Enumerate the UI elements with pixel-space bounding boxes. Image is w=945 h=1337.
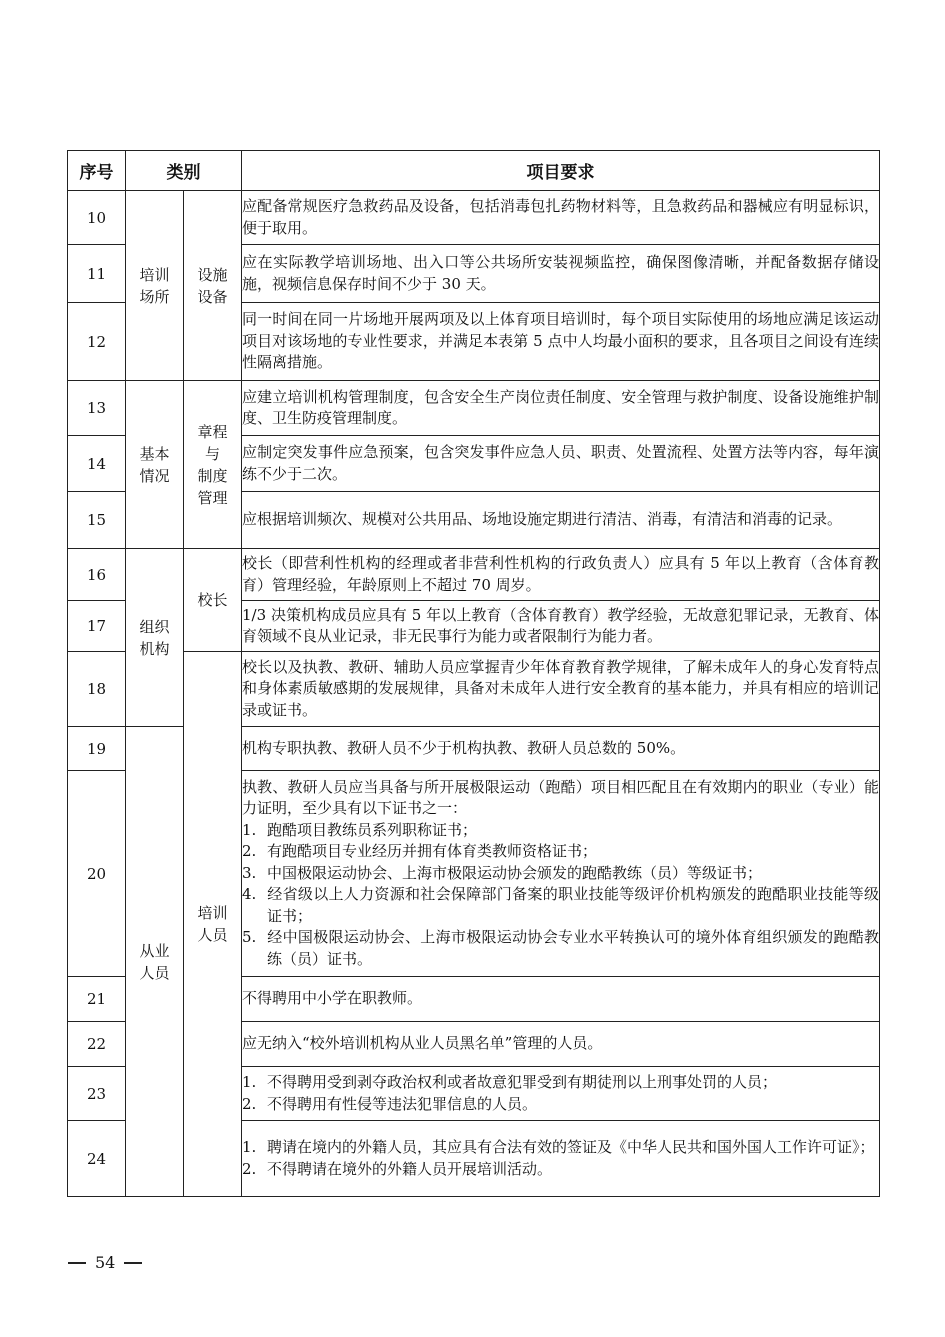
list-item-text: 聘请在境内的外籍人员，其应具有合法有效的签证及《中华人民共和国外国人工作许可证》； xyxy=(267,1138,875,1156)
list-item-number: 2. xyxy=(242,1094,257,1113)
row-number: 12 xyxy=(68,303,126,381)
row-number: 16 xyxy=(68,549,126,601)
subcategory-charter xyxy=(184,381,242,549)
requirement-text: 机构专职执教、教研人员不少于机构执教、教研人员总数的 50%。 xyxy=(242,727,880,771)
requirements-table xyxy=(67,150,880,1197)
list-item-text: 不得聘用有性侵等违法犯罪信息的人员。 xyxy=(267,1094,538,1113)
list-item xyxy=(242,841,879,863)
category-venue-line: 场所 xyxy=(139,287,170,306)
row-number: 13 xyxy=(68,381,126,436)
requirement-text: 应制定突发事件应急预案，包含突发事件应急人员、职责、处置流程、处置方法等内容，每年演练不少于二次。 xyxy=(242,436,880,492)
category-basic-line: 基本 xyxy=(139,444,170,463)
category-staff-line: 从业 xyxy=(139,941,170,960)
requirement-text: 应在实际教学培训场地、出入口等公共场所安装视频监控，确保图像清晰，并配备数据存储设施，视频信息保存时间不少于 30 天。 xyxy=(242,245,880,303)
list-item xyxy=(242,1159,879,1181)
row-number: 15 xyxy=(68,492,126,549)
list-item-number: 5. xyxy=(242,928,257,947)
subcategory-facilities-line: 设备 xyxy=(197,287,228,306)
requirement-text: 同一时间在同一片场地开展两项及以上体育项目培训时，每个项目实际使用的场地应满足该运动项目对该场地的专业性要求，并满足本表第 5 点中人均最小面积的要求，且各项目之间设有连续性隔离措施。 xyxy=(242,303,880,381)
table-row xyxy=(68,191,880,245)
row-number: 22 xyxy=(68,1022,126,1067)
requirement-text: 应根据培训频次、规模对公共用品、场地设施定期进行清洁、消毒，有清洁和消毒的记录。 xyxy=(242,492,880,549)
row-number: 21 xyxy=(68,977,126,1022)
row-number: 18 xyxy=(68,652,126,727)
requirement-text: 校长（即营利性机构的经理或者非营利性机构的行政负责人）应具有 5 年以上教育（含体育教育）管理经验，年龄原则上不超过 70 周岁。 xyxy=(242,549,880,601)
list-item-text: 有跑酷项目专业经历并拥有体育类教师资格证书； xyxy=(267,842,598,861)
requirement-cell xyxy=(242,1067,880,1121)
table-row xyxy=(68,549,880,601)
row-number: 23 xyxy=(68,1067,126,1121)
list-item xyxy=(242,1072,879,1094)
requirement-text: 应无纳入“校外培训机构从业人员黑名单”管理的人员。 xyxy=(242,1022,880,1067)
subcategory-facilities xyxy=(184,191,242,381)
list-item-text: 跑酷项目教练员系列职称证书； xyxy=(267,820,478,839)
header-requirement: 项目要求 xyxy=(242,151,880,191)
row-number: 11 xyxy=(68,245,126,303)
list-item-text: 不得聘请在境外的外籍人员开展培训活动。 xyxy=(267,1159,553,1178)
row-number: 19 xyxy=(68,727,126,771)
header-seq: 序号 xyxy=(68,151,126,191)
subcategory-trainers-line: 人员 xyxy=(197,926,228,944)
subcategory-charter-line: 管理 xyxy=(197,488,228,507)
subcategory-charter-line: 制度 xyxy=(197,466,228,485)
list-item-number: 2. xyxy=(242,1159,257,1178)
row-number: 24 xyxy=(68,1121,126,1197)
category-staff xyxy=(126,727,184,1197)
list-item-number: 3. xyxy=(242,863,257,882)
list-item-number: 1. xyxy=(242,820,257,839)
requirement-cell xyxy=(242,771,880,977)
page-footer xyxy=(68,1253,142,1272)
list-item xyxy=(242,927,879,970)
category-venue-line: 培训 xyxy=(139,265,170,284)
row-number: 17 xyxy=(68,601,126,652)
table-row xyxy=(68,652,880,727)
list-item xyxy=(242,863,879,885)
row-number: 10 xyxy=(68,191,126,245)
subcategory-charter-line: 与 xyxy=(204,444,220,463)
list-item-text: 不得聘用受到剥夺政治权利或者故意犯罪受到有期徒刑以上刑事处罚的人员； xyxy=(267,1073,778,1091)
table-row xyxy=(68,381,880,436)
subcategory-trainers xyxy=(184,652,242,1197)
subcategory-principal: 校长 xyxy=(184,549,242,652)
requirement-intro: 执教、教研人员应当具备与所开展极限运动（跑酷）项目相匹配且在有效期内的职业（专业）能力证明，至少具有以下证书之一： xyxy=(242,777,879,818)
footer-dash-right xyxy=(124,1262,142,1264)
page-number: 54 xyxy=(95,1253,116,1272)
table-header-row xyxy=(68,151,880,191)
footer-dash-left xyxy=(68,1262,86,1264)
category-venue xyxy=(126,191,184,381)
requirement-text: 1/3 决策机构成员应具有 5 年以上教育（含体育教育）教学经验，无故意犯罪记录，无教育、体育领域不良从业记录，非无民事行为能力或者限制行为能力者。 xyxy=(242,601,880,652)
subcategory-trainers-line: 培训 xyxy=(197,904,228,922)
list-item xyxy=(242,820,879,842)
list-item xyxy=(242,884,879,927)
requirement-text: 应建立培训机构管理制度，包含安全生产岗位责任制度、安全管理与救护制度、设备设施维护制度、卫生防疫管理制度。 xyxy=(242,381,880,436)
category-org-line: 机构 xyxy=(139,639,170,658)
category-org-line: 组织 xyxy=(139,617,170,636)
category-basic-line: 情况 xyxy=(139,466,170,485)
list-item-number: 4. xyxy=(242,885,257,904)
requirement-text: 应配备常规医疗急救药品及设备，包括消毒包扎药物材料等，且急救药品和器械应有明显标识，便于取用。 xyxy=(242,191,880,245)
header-category: 类别 xyxy=(126,151,242,191)
list-item-text: 中国极限运动协会、上海市极限运动协会颁发的跑酷教练（员）等级证书； xyxy=(267,863,763,882)
list-item-text: 经省级以上人力资源和社会保障部门备案的职业技能等级评价机构颁发的跑酷职业技能等级证书； xyxy=(267,885,879,925)
category-staff-line: 人员 xyxy=(139,963,170,982)
row-number: 14 xyxy=(68,436,126,492)
list-item xyxy=(242,1094,879,1116)
category-basic xyxy=(126,381,184,549)
list-item-text: 经中国极限运动协会、上海市极限运动协会专业水平转换认可的境外体育组织颁发的跑酷教练（员）证书。 xyxy=(267,928,879,968)
list-item-number: 2. xyxy=(242,842,257,861)
list-item-number: 1. xyxy=(242,1073,257,1091)
list-item-number: 1. xyxy=(242,1138,257,1156)
row-number: 20 xyxy=(68,771,126,977)
requirement-text: 不得聘用中小学在职教师。 xyxy=(242,977,880,1022)
requirement-text: 校长以及执教、教研、辅助人员应掌握青少年体育教育教学规律，了解未成年人的身心发育特点和身体素质敏感期的发展规律，具备对未成年人进行安全教育的基本能力，并具有相应的培训记录或证书。 xyxy=(242,652,880,727)
list-item xyxy=(242,1137,879,1159)
subcategory-charter-line: 章程 xyxy=(197,422,228,441)
requirement-cell xyxy=(242,1121,880,1197)
subcategory-facilities-line: 设施 xyxy=(197,265,228,284)
category-org xyxy=(126,549,184,727)
